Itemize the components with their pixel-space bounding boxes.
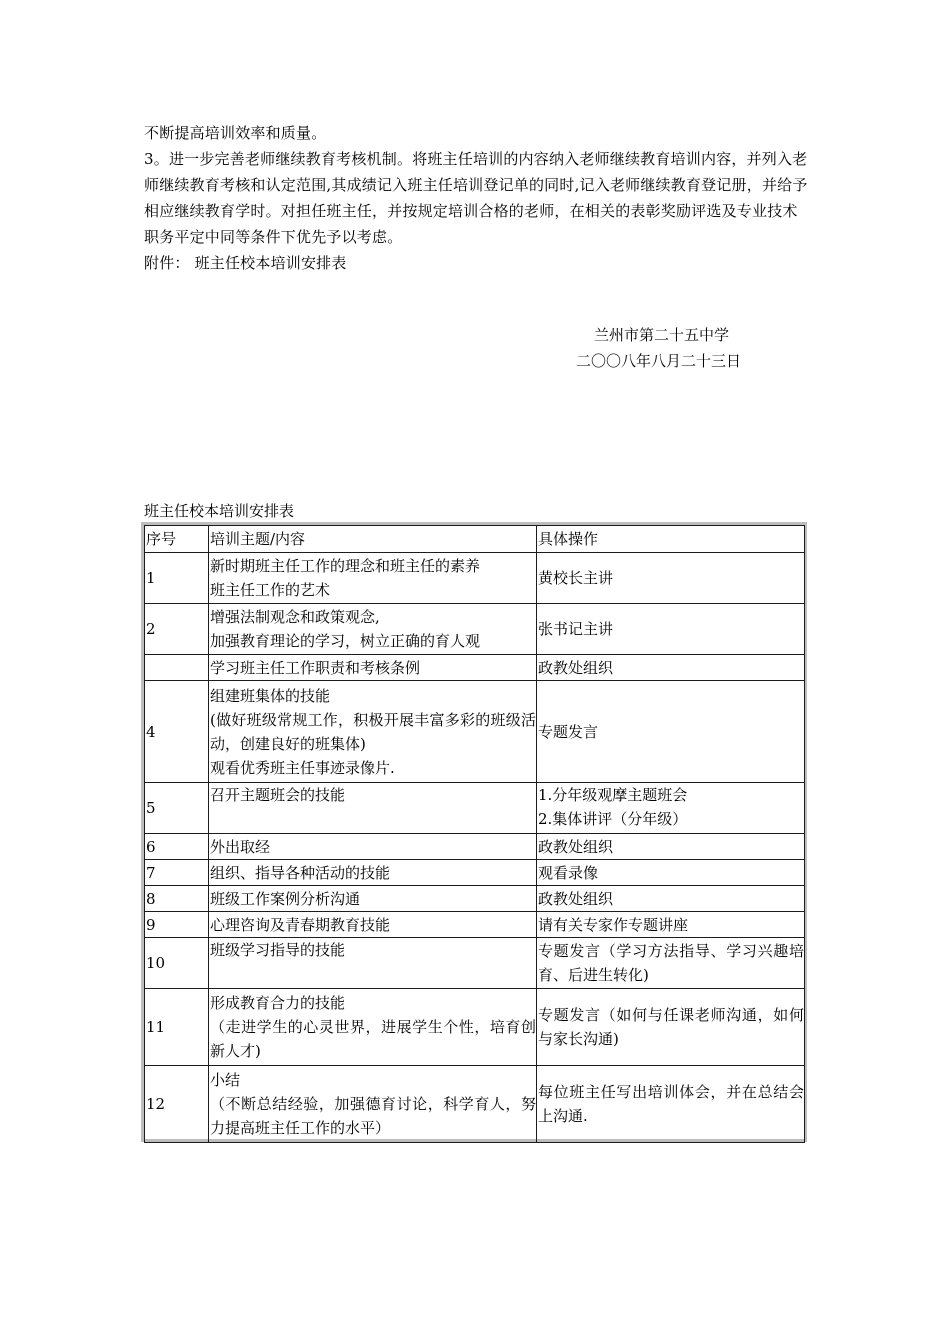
operation-line: 1.分年级观摩主题班会 <box>538 786 688 804</box>
operation-line: 2.集体讲评（分年级） <box>538 810 688 828</box>
cell-operation <box>537 655 805 681</box>
cell-topic <box>209 860 537 886</box>
paragraph-continuation: 不断提高培训效率和质量。 <box>144 124 327 142</box>
topic-line: 班级工作案例分析沟通 <box>210 889 361 908</box>
cell-operation <box>537 938 805 989</box>
training-schedule-table <box>141 522 807 1142</box>
cell-topic <box>209 783 537 834</box>
topic-line: (做好班级常规工作，积极开展丰富多彩的班级活动，创建良好的班集体) <box>210 710 536 753</box>
cell-no <box>145 655 209 681</box>
operation-line: 专题发言 <box>538 722 599 741</box>
cell-topic <box>209 681 537 783</box>
operation-line: 请有关专家作专题讲座 <box>538 915 689 934</box>
topic-line: 观看优秀班主任事迹录像片. <box>210 758 395 777</box>
cell-operation <box>537 989 805 1066</box>
topic-line: 组织、指导各种活动的技能 <box>210 863 391 882</box>
topic-line: 召开主题班会的技能 <box>210 786 346 804</box>
operation-line: 专题发言（学习方法指导、学习兴趣培育、后进生转化) <box>538 942 804 984</box>
cell-operation <box>537 912 805 938</box>
cell-operation <box>537 886 805 912</box>
cell-no: 8 <box>145 886 209 912</box>
operation-line: 政教处组织 <box>538 837 614 856</box>
topic-line: 形成教育合力的技能 <box>210 994 346 1012</box>
cell-topic <box>209 938 537 989</box>
table-row <box>145 989 805 1066</box>
cell-no: 6 <box>145 834 209 860</box>
header-cell-no: 序号 <box>145 526 209 553</box>
topic-line: （走进学生的心灵世界，进展学生个性，培育创新人才) <box>210 1018 536 1060</box>
cell-topic <box>209 1066 537 1143</box>
operation-line: 黄校长主讲 <box>538 569 614 587</box>
cell-operation <box>537 783 805 834</box>
topic-line: 心理咨询及青春期教育技能 <box>210 915 391 934</box>
table-row <box>145 655 805 681</box>
cell-topic <box>209 989 537 1066</box>
table-row <box>145 886 805 912</box>
cell-no: 7 <box>145 860 209 886</box>
cell-no: 4 <box>145 681 209 783</box>
signature-date: 二〇〇八年八月二十三日 <box>576 352 742 370</box>
cell-no: 1 <box>145 553 209 604</box>
cell-no: 5 <box>145 783 209 834</box>
cell-topic <box>209 553 537 604</box>
paragraph-item-3: 3。进一步完善老师继续教育考核机制。将班主任培训的内容纳入老师继续教育培训内容，并列入老师继续教育考核和认定范围,其成绩记入班主任培训登记单的同时,记入老师继续教育登记册，并给予相应继续教育学时。对担任班主任，并按规定培训合格的老师，在相关的表彰奖励评选及专业技术职务平定中同等条件下优先予以考虑。 <box>144 150 808 246</box>
cell-operation <box>537 604 805 655</box>
cell-topic <box>209 604 537 655</box>
cell-topic <box>209 886 537 912</box>
operation-line: 政教处组织 <box>538 658 614 677</box>
topic-line: 加强教育理论的学习，树立正确的育人观 <box>210 632 481 650</box>
operation-line: 张书记主讲 <box>538 620 614 638</box>
table-row <box>145 681 805 783</box>
table-row <box>145 938 805 989</box>
table-row <box>145 834 805 860</box>
topic-line: 外出取经 <box>210 837 271 856</box>
cell-operation <box>537 1066 805 1143</box>
cell-operation <box>537 860 805 886</box>
cell-no: 12 <box>145 1066 209 1143</box>
topic-line: 班主任工作的艺术 <box>210 581 331 599</box>
signature-school: 兰州市第二十五中学 <box>594 326 730 344</box>
table-row <box>145 553 805 604</box>
table-row <box>145 783 805 834</box>
cell-no: 10 <box>145 938 209 989</box>
topic-line: （不断总结经验，加强德育讨论，科学育人，努力提高班主任工作的水平） <box>210 1095 536 1137</box>
operation-line: 专题发言（如何与任课老师沟通，如何与家长沟通) <box>538 1006 804 1048</box>
cell-no: 11 <box>145 989 209 1066</box>
operation-line: 每位班主任写出培训体会，并在总结会上沟通. <box>538 1083 804 1125</box>
table-row <box>145 912 805 938</box>
cell-no: 2 <box>145 604 209 655</box>
topic-line: 班级学习指导的技能 <box>210 941 346 959</box>
table-header-row <box>145 526 805 553</box>
topic-line: 小结 <box>210 1071 241 1089</box>
cell-operation <box>537 834 805 860</box>
topic-line: 学习班主任工作职责和考核条例 <box>210 658 421 677</box>
header-cell-op: 具体操作 <box>537 526 805 553</box>
cell-topic <box>209 912 537 938</box>
attachment-line: 附件： 班主任校本培训安排表 <box>144 254 347 272</box>
operation-line: 观看录像 <box>538 863 599 882</box>
topic-line: 新时期班主任工作的理念和班主任的素养 <box>210 557 481 575</box>
table-row <box>145 1066 805 1143</box>
cell-operation <box>537 553 805 604</box>
header-cell-topic: 培训主题/内容 <box>209 526 537 553</box>
table-title: 班主任校本培训安排表 <box>144 502 295 520</box>
cell-no: 9 <box>145 912 209 938</box>
topic-line: 组建班集体的技能 <box>210 686 331 705</box>
table-row <box>145 860 805 886</box>
topic-line: 增强法制观念和政策观念, <box>210 608 380 626</box>
operation-line: 政教处组织 <box>538 889 614 908</box>
cell-topic <box>209 655 537 681</box>
cell-operation <box>537 681 805 783</box>
cell-topic <box>209 834 537 860</box>
table-row <box>145 604 805 655</box>
